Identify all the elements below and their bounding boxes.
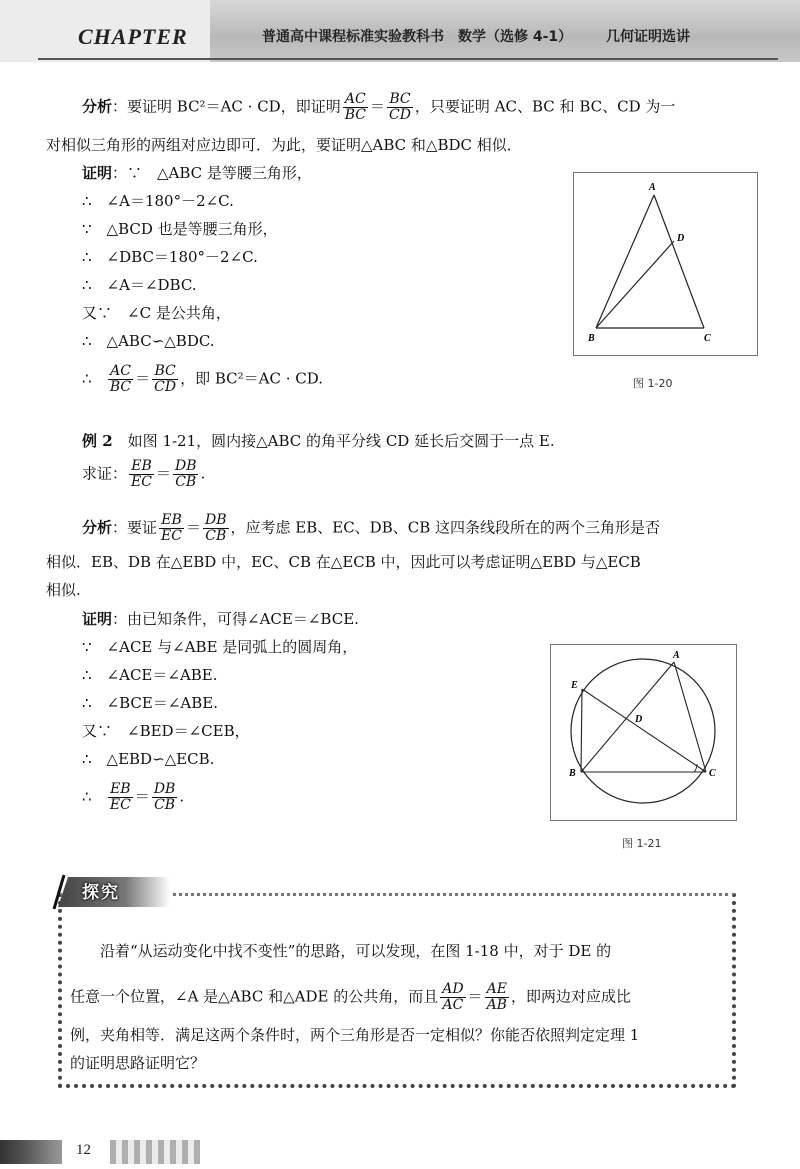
label-a: A — [673, 650, 680, 661]
figure-1-20-caption: 图 1-20 — [633, 377, 673, 390]
fraction-numerator: AE — [485, 982, 509, 998]
analysis1-text-a: ：要证明 BC²＝AC · CD，即证明 — [112, 97, 341, 116]
example2-prove: 求证： $\frac{EB}{EC}$ ＝ $\frac{DB}{CB}$ . — [82, 458, 206, 490]
analysis2-text-b: ，应考虑 EB、EC、DB、CB 这四条线段所在的两个三角形是否 — [230, 518, 660, 537]
fraction-numerator: DB — [153, 781, 176, 797]
segment-ab — [581, 662, 674, 772]
label-c: C — [704, 333, 711, 344]
analysis2-text-a: ：要证 — [112, 518, 158, 537]
proof2-line-0 — [82, 609, 359, 629]
proof2-line-4: 又∵ ∠BED＝∠CEB， — [82, 722, 250, 740]
explore-line2-b: ，即两边对应成比 — [510, 987, 631, 1006]
explore-line1: 沿着“从运动变化中找不变性”的思路，可以发现，在图 1-18 中，对于 DE 的 — [100, 942, 612, 960]
proof1-line-2: ∵ △BCD 也是等腰三角形， — [82, 220, 278, 238]
fraction-numerator: BC — [387, 92, 413, 108]
fraction-denominator: CB — [154, 797, 176, 813]
page-header — [0, 0, 800, 62]
label-b: B — [569, 768, 576, 779]
proof2-line-1: ∵ ∠ACE 与∠ABE 是同弧上的圆周角， — [82, 638, 358, 656]
fraction-denominator: AB — [486, 997, 507, 1013]
proof2-label: 证明 — [82, 610, 113, 628]
analysis1-line1 — [82, 92, 675, 123]
fraction-denominator: AC — [442, 997, 464, 1013]
example2-statement — [82, 431, 555, 451]
prove-end: . — [200, 464, 206, 483]
proof1-line-1: ∴ ∠A＝180°－2∠C. — [82, 192, 234, 210]
proof2-text: ：由已知条件，可得∠ACE＝∠BCE. — [112, 610, 359, 628]
explore-fraction-2 — [485, 982, 509, 1013]
proof1-fraction-2 — [152, 364, 178, 395]
fraction-numerator: EB — [108, 782, 133, 798]
therefore-symbol: ∴ — [82, 369, 92, 388]
analysis2-line3: 相似. — [46, 581, 81, 599]
label-a: A — [649, 182, 656, 193]
example2-text: 如图 1-21，圆内接△ABC 的角平分线 CD 延长后交圆于一点 E. — [112, 432, 555, 450]
segment-ac — [654, 195, 704, 328]
explore-fraction-1 — [440, 982, 465, 1013]
proof1-label: 证明 — [82, 164, 113, 182]
fraction-numerator: AC — [343, 92, 368, 108]
fraction-denominator: CD — [388, 107, 411, 123]
fraction-denominator: EC — [109, 797, 131, 813]
proof1-text: ：∵ △ABC 是等腰三角形， — [112, 164, 312, 182]
therefore-symbol: ∴ — [82, 787, 92, 806]
proof2-line-2: ∴ ∠ACE＝∠ABE. — [82, 666, 218, 684]
fraction-denominator: CD — [154, 379, 177, 395]
analysis1-label: 分析 — [82, 97, 113, 116]
label-d: D — [677, 233, 685, 244]
circumcircle — [571, 659, 715, 803]
analysis2-line1: 分析：要证 $\frac{EB}{EC}$ ＝ $\frac{DB}{CB}$ ，应考虑 EB、EC、DB、CB 这四条线段所在的两个三角形是否 — [82, 512, 660, 544]
figure-1-21-diagram — [551, 645, 736, 820]
proof1-conclusion: ∴ $\frac{AC}{BC}$ ＝ $\frac{BC}{CD}$ ，即 BC²＝AC · CD. — [82, 363, 323, 395]
segment-ac — [674, 662, 706, 772]
segment-ce — [582, 689, 706, 772]
explore-line4: 的证明思路证明它？ — [70, 1054, 206, 1072]
proof1-suffix: ，即 BC²＝AC · CD. — [180, 369, 323, 388]
fraction-numerator: AC — [108, 364, 133, 380]
proof1-line-5: 又∵ ∠C 是公共角， — [82, 304, 231, 322]
chapter-label: CHAPTER — [78, 24, 188, 49]
fraction-numerator: BC — [152, 364, 178, 380]
analysis1-fraction-2 — [387, 92, 413, 123]
fraction-numerator: DB — [204, 512, 227, 528]
explore-line2: 任意一个位置，∠A 是△ABC 和△ADE 的公共角，而且 $\frac{AD}{AC}$ ＝ $\frac{AE}{AB}$ ，即两边对应成比 — [70, 981, 631, 1013]
header-rule — [38, 58, 778, 60]
proof2-conclusion: ∴ $\frac{EB}{EC}$ ＝ $\frac{DB}{CB}$ . — [82, 781, 185, 813]
explore-label: 探究 — [82, 883, 120, 903]
proof1-line-4: ∴ ∠A＝∠DBC. — [82, 276, 197, 294]
fraction-numerator: EB — [129, 459, 154, 475]
label-d: D — [635, 714, 643, 725]
fraction-numerator: AD — [442, 981, 464, 997]
proof1-fraction-1 — [108, 364, 133, 395]
segment-eb — [581, 689, 582, 772]
label-c: C — [709, 768, 716, 779]
page-number: 12 — [76, 1142, 91, 1158]
prove-fraction-2 — [173, 459, 199, 490]
fraction-denominator: BC — [109, 379, 132, 395]
proof2-fraction-1 — [108, 782, 133, 813]
segment-ab — [596, 195, 654, 328]
fraction-denominator: CB — [175, 474, 197, 490]
fraction-numerator: EB — [159, 513, 184, 529]
analysis1-text-b: ，只要证明 AC、BC 和 BC、CD 为一 — [414, 97, 676, 116]
analysis2-line2: 相似．EB、DB 在△EBD 中，EC、CB 在△ECB 中，因此可以考虑证明△EBD 与△ECB — [46, 553, 641, 571]
figure-1-21-caption: 图 1-21 — [622, 837, 662, 850]
example2-label: 例 2 — [82, 432, 113, 450]
label-b: B — [588, 333, 595, 344]
analysis2-fraction-2 — [203, 513, 229, 544]
proof1-line-0 — [82, 163, 312, 183]
figure-1-20 — [573, 172, 758, 356]
fraction-denominator: CB — [205, 528, 227, 544]
label-e: E — [571, 680, 578, 691]
fraction-denominator: BC — [344, 107, 366, 123]
proof2-suffix: . — [179, 787, 185, 806]
prove-label: 求证： — [82, 464, 128, 483]
analysis2-label: 分析 — [82, 518, 113, 537]
fraction-denominator: EC — [161, 528, 182, 544]
footer-bar — [0, 1140, 62, 1164]
segment-bd — [596, 241, 674, 328]
figure-1-21 — [550, 644, 737, 821]
equals-sign: ＝ — [369, 97, 385, 116]
proof2-fraction-2 — [152, 782, 178, 813]
footer-pattern — [110, 1140, 200, 1164]
book-subtitle: 几何证明选讲 — [606, 29, 690, 45]
prove-fraction-1 — [129, 459, 154, 490]
proof1-line-6: ∴ △ABC∽△BDC. — [82, 332, 215, 350]
proof1-line-3: ∴ ∠DBC＝180°－2∠C. — [82, 248, 258, 266]
book-title: 普通高中课程标准实验教科书 数学（选修 4-1） — [262, 29, 573, 45]
fraction-numerator: DB — [174, 458, 197, 474]
proof2-line-3: ∴ ∠BCE＝∠ABE. — [82, 694, 218, 712]
explore-line2-a: 任意一个位置，∠A 是△ABC 和△ADE 的公共角，而且 — [70, 987, 439, 1006]
fraction-denominator: EC — [131, 474, 152, 490]
proof2-line-5: ∴ △EBD∽△ECB. — [82, 750, 215, 768]
analysis2-fraction-1 — [159, 513, 184, 544]
figure-1-20-diagram — [574, 173, 757, 355]
analysis1-line2: 对相似三角形的两组对应边即可．为此，要证明△ABC 和△BDC 相似． — [46, 136, 522, 154]
analysis1-fraction-1 — [343, 92, 368, 123]
explore-line3: 例，夹角相等．满足这两个条件时，两个三角形是否一定相似？你能否依照判定定理 1 — [70, 1026, 640, 1044]
